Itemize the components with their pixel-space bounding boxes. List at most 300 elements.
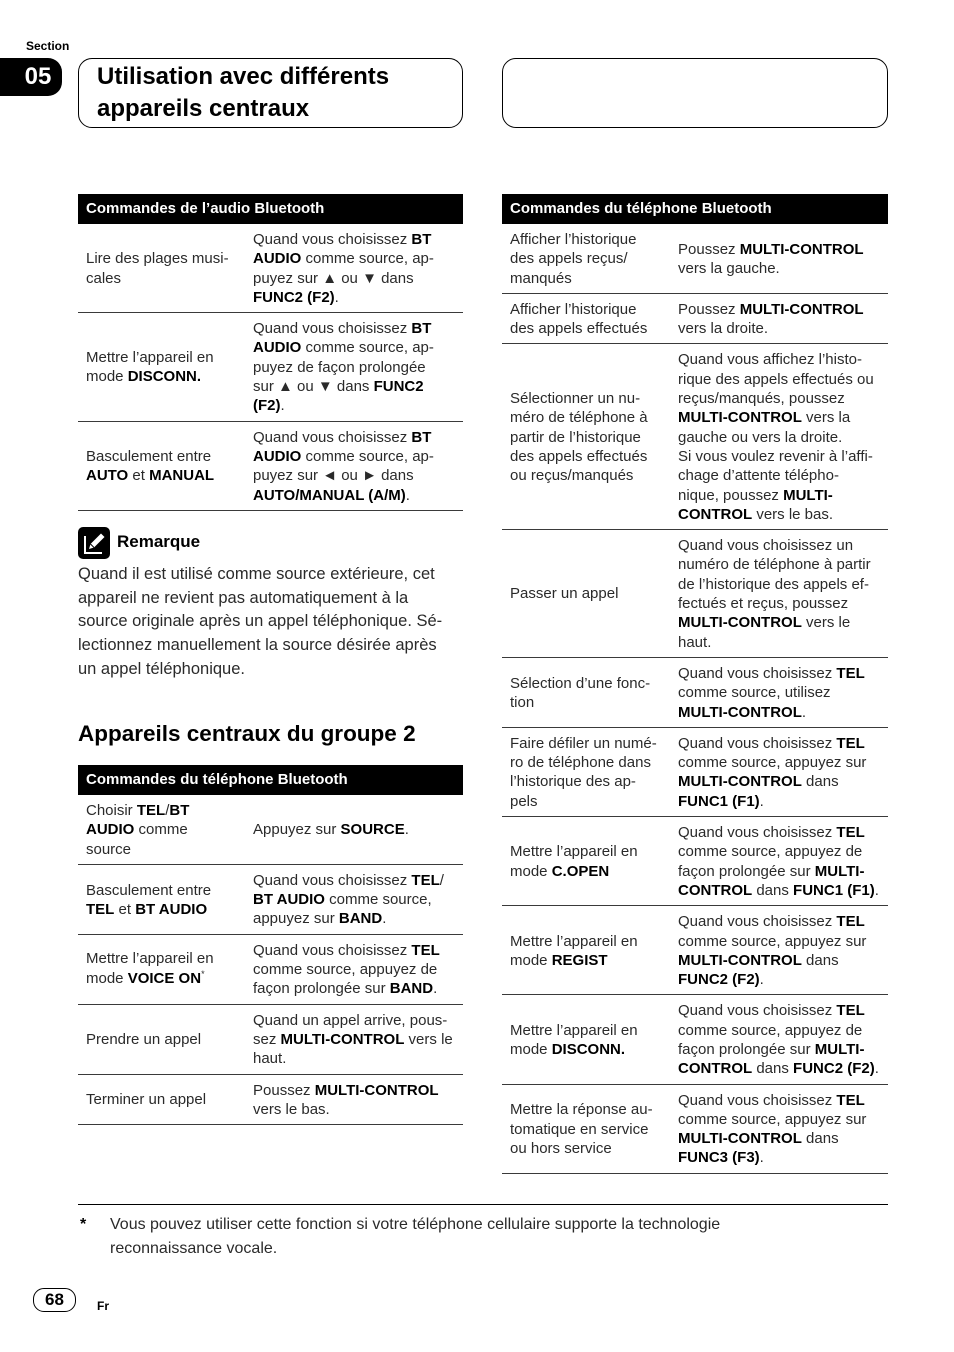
text-run: Quand vous choisissez (678, 664, 837, 682)
bold-term: AUTO (86, 467, 129, 485)
text-run: vers le (404, 1030, 453, 1048)
bold-term: TEL (86, 900, 115, 918)
footnote-line: Vous pouvez utiliser cette fonction si votre téléphone cellulaire supporte la technologie (110, 1216, 721, 1233)
bold-term: AUDIO (253, 339, 302, 357)
table-row (502, 530, 888, 658)
cell-line (86, 881, 237, 900)
operation-cell (670, 906, 888, 994)
note-label: Remarque (117, 532, 201, 551)
cell-line (678, 1129, 880, 1148)
bold-term: MULTI-CONTROL (314, 1081, 439, 1099)
cell-line (510, 447, 662, 466)
cell-line (510, 428, 662, 447)
function-cell (78, 422, 245, 510)
bold-term: MULTI-CONTROL (678, 773, 802, 791)
text-run: Mettre l’appareil en (510, 932, 638, 950)
text-run: manqués (510, 269, 572, 287)
operation-cell (670, 658, 888, 727)
cell-line (678, 505, 880, 524)
bold-term: BAND (389, 980, 434, 998)
cell-line (678, 613, 880, 632)
text-run: Quand vous affichez l’histo- (678, 351, 862, 369)
footnote-marker: * (80, 1216, 87, 1233)
cell-line (678, 703, 880, 722)
cell-line (678, 912, 880, 931)
cell-line (678, 932, 880, 951)
cell-line (253, 319, 455, 338)
text-run: Poussez (253, 1081, 315, 1099)
text-run: Mettre l’appareil en (510, 843, 638, 861)
text-run: Quand vous choisissez (678, 734, 837, 752)
cell-line (86, 447, 237, 466)
text-run: Lire des plages musi- (86, 250, 229, 268)
text-run: fectués et reçus, poussez (678, 595, 849, 613)
bold-term: BT (169, 802, 190, 819)
section-number-badge: 05 (0, 58, 62, 96)
table-header: Commandes du téléphone Bluetooth (78, 765, 463, 795)
table-row (502, 728, 888, 817)
cell-line (678, 428, 880, 447)
cell-line (678, 842, 880, 861)
cell-line (510, 792, 662, 811)
text-run: ou hors service (510, 1139, 612, 1157)
text-run: Mettre la réponse au- (510, 1101, 653, 1119)
text-run: façon prolongée sur (678, 1040, 815, 1058)
text-run: appuyez sur (253, 910, 339, 928)
bold-term: DISCONN. (127, 368, 202, 386)
function-cell (502, 1085, 670, 1173)
bold-term: FUNC3 (F3) (678, 1149, 760, 1167)
text-run: Quand vous choisissez (253, 941, 412, 959)
bold-term: FUNC1 (F1) (793, 881, 875, 899)
text-run: ro de téléphone dans (510, 754, 651, 772)
text-run: comme source, utilisez (678, 684, 831, 702)
text-run: sez (253, 1030, 281, 1048)
cell-line (510, 932, 662, 951)
cell-line (678, 536, 880, 555)
text-run: vers le bas. (752, 505, 834, 523)
cell-line (510, 249, 662, 268)
cell-line (253, 288, 455, 307)
text-run: comme source, appuyez de (678, 843, 863, 861)
function-cell (78, 865, 245, 934)
table-row (78, 313, 463, 421)
cell-line (253, 377, 455, 396)
bold-term: MULTI-CONTROL (280, 1030, 405, 1048)
function-cell (502, 995, 670, 1083)
bold-term: AUDIO (86, 821, 135, 839)
text-run: Basculement entre (86, 447, 212, 465)
table-row (502, 224, 888, 294)
cell-line (678, 881, 880, 900)
operation-cell (670, 224, 888, 293)
text-run: . (404, 821, 409, 839)
cell-line (678, 734, 880, 753)
text-run: comme source, appuyez sur (678, 1110, 867, 1128)
pencil-icon (78, 527, 110, 559)
text-run: Quand un appel arrive, pous- (253, 1011, 448, 1029)
operation-cell (245, 865, 463, 934)
note-line: lectionnez manuellement la source désirée après (78, 636, 437, 655)
text-run: vers la droite. (678, 320, 769, 338)
text-run: . (334, 288, 339, 306)
operation-cell (245, 313, 463, 420)
text-run: vers la (801, 409, 851, 427)
bold-term: MULTI-CONTROL (739, 300, 864, 318)
text-run: dans (801, 773, 839, 791)
operation-cell (670, 530, 888, 657)
text-run: des appels effectués (510, 447, 648, 465)
text-run: . (801, 703, 807, 721)
cell-line (678, 823, 880, 842)
cell-line (86, 820, 237, 839)
text-run: puyez de façon prolongée (253, 358, 426, 376)
cell-line (678, 486, 880, 505)
text-run: Appuyez sur (253, 821, 341, 839)
text-run: l’historique des ap- (510, 773, 636, 791)
footnote-text (110, 1213, 720, 1260)
text-run: . (759, 1149, 764, 1167)
text-run: mode (510, 862, 552, 880)
text-run: puyez sur ▲ ou ▼ dans (253, 269, 414, 287)
page-title-line: Utilisation avec différents (97, 63, 390, 90)
bold-term: MULTI-CONTROL (678, 1130, 802, 1148)
bold-term: BT AUDIO (253, 891, 325, 909)
cell-line (253, 1081, 455, 1100)
cell-line (678, 1059, 880, 1078)
bold-term: BAND (338, 910, 383, 928)
page-number: 68 (33, 1288, 76, 1312)
cell-line (253, 428, 455, 447)
bold-term: C.OPEN (551, 862, 610, 880)
text-run: Basculement entre (86, 881, 212, 899)
table-body (78, 795, 463, 1125)
cell-line (678, 862, 880, 881)
cell-line (678, 594, 880, 613)
cell-line (253, 1011, 455, 1030)
cell-line (510, 753, 662, 772)
cell-line (86, 348, 237, 367)
cell-line (86, 466, 237, 485)
function-cell (78, 313, 245, 420)
text-run: comme source, ap- (301, 250, 434, 268)
text-run: comme source, ap- (301, 339, 434, 357)
phone-bluetooth-commands-table (502, 194, 888, 1174)
text-run: comme (134, 821, 188, 839)
cell-line (253, 269, 455, 288)
note-text (78, 563, 442, 682)
text-run: des appels effectués (510, 320, 648, 338)
audio-bluetooth-commands-table (78, 194, 463, 511)
page-title (78, 58, 463, 128)
text-run: Si vous voulez revenir à l’affi- (678, 447, 873, 465)
text-run: dans (801, 1130, 839, 1148)
text-run: Poussez (678, 300, 740, 318)
bold-term: BT (411, 320, 432, 338)
cell-line (678, 555, 880, 574)
bold-term: TEL (836, 913, 865, 931)
cell-line (678, 319, 880, 338)
text-run: dans (752, 1060, 794, 1078)
operation-cell (245, 935, 463, 1004)
cell-line (86, 1090, 237, 1109)
cell-line (86, 269, 237, 288)
cell-line (86, 900, 237, 919)
text-run: Faire défiler un numé- (510, 734, 657, 752)
operation-cell (245, 224, 463, 312)
operation-cell (670, 294, 888, 344)
table-header: Commandes du téléphone Bluetooth (502, 194, 888, 224)
text-run: . (433, 980, 438, 998)
note-line: un appel téléphonique. (78, 659, 245, 678)
text-run: Afficher l’historique (510, 300, 637, 318)
cell-line (510, 300, 662, 319)
cell-line (510, 408, 662, 427)
cell-line (253, 820, 455, 839)
bold-term: MULTI-CONTROL (678, 614, 802, 632)
function-cell (502, 906, 670, 994)
text-run: des appels reçus/ (510, 250, 628, 268)
cell-line (678, 389, 880, 408)
text-run: chage d’attente télépho- (678, 467, 839, 485)
text-run: cales (86, 269, 122, 287)
text-run: et (114, 900, 136, 918)
bold-term: TEL (836, 664, 865, 682)
operation-cell (245, 422, 463, 510)
bold-term: BT (411, 231, 432, 248)
cell-line (678, 772, 880, 791)
text-run: Quand vous choisissez un (678, 537, 854, 555)
text-run: vers la gauche. (678, 259, 780, 277)
cell-line (253, 941, 455, 960)
bold-term: VOICE ON (127, 969, 202, 987)
text-run: tion (510, 693, 535, 711)
bold-term: (F2) (253, 397, 281, 415)
function-cell (502, 728, 670, 816)
cell-line (510, 269, 662, 288)
text-run: Poussez (678, 240, 740, 258)
cell-line (253, 486, 455, 505)
cell-line (86, 249, 237, 268)
bold-term: TEL (411, 941, 440, 959)
bold-term: AUTO/MANUAL (A/M) (253, 486, 406, 504)
cell-line (678, 753, 880, 772)
table-row (78, 224, 463, 313)
text-run: reçus/manqués, poussez (678, 390, 845, 408)
text-run: vers le bas. (253, 1100, 330, 1118)
table-row (502, 294, 888, 345)
cell-line (678, 240, 880, 259)
text-run: Quand vous choisissez (253, 871, 412, 889)
cell-line (510, 951, 662, 970)
cell-line (510, 842, 662, 861)
text-run: dans (801, 951, 839, 969)
cell-line (678, 447, 880, 466)
operation-cell (245, 795, 463, 864)
language-label: Fr (97, 1299, 109, 1313)
cell-line (510, 230, 662, 249)
operation-cell (670, 1085, 888, 1173)
text-run: gauche ou vers la droite. (678, 428, 843, 446)
note-line: Quand il est utilisé comme source extérieure, cet (78, 565, 435, 583)
cell-line (678, 1091, 880, 1110)
text-run: de l’historique des appels ef- (678, 575, 869, 593)
text-run: . (874, 1060, 879, 1078)
operation-cell (245, 1005, 463, 1074)
bold-term: BT AUDIO (135, 900, 208, 918)
table-row (502, 658, 888, 728)
function-cell (502, 530, 670, 657)
table-row (502, 995, 888, 1084)
bold-term: TEL (836, 824, 865, 842)
text-run: Quand vous choisissez (678, 1091, 837, 1109)
cell-line (253, 979, 455, 998)
text-run: mode (510, 951, 552, 969)
cell-line (253, 396, 455, 415)
text-run: . (759, 971, 764, 989)
section-heading: Appareils centraux du groupe 2 (78, 721, 416, 746)
cell-line (678, 575, 880, 594)
bold-term: FUNC1 (F1) (678, 792, 760, 810)
bold-term: MULTI- (783, 486, 833, 504)
bold-term: MULTI-CONTROL (678, 409, 802, 427)
cell-line (253, 249, 455, 268)
text-run: Mettre l’appareil en (510, 1021, 638, 1039)
cell-line (510, 1021, 662, 1040)
cell-line (678, 300, 880, 319)
text-run: Quand vous choisissez (678, 913, 837, 931)
cell-line (86, 949, 237, 968)
cell-line (86, 801, 237, 820)
footnote-divider (78, 1204, 888, 1205)
text-run: et (128, 467, 150, 485)
text-run: méro de téléphone à (510, 409, 648, 427)
function-cell (78, 935, 245, 1004)
text-run: nique, poussez (678, 486, 784, 504)
text-run: . (874, 881, 879, 899)
text-run: comme source, appuyez de (678, 1021, 863, 1039)
bold-term: MULTI-CONTROL (739, 240, 864, 258)
cell-line (678, 370, 880, 389)
table-body (502, 224, 888, 1174)
cell-line (510, 466, 662, 485)
text-run: puyez sur ◄ ou ► dans (253, 467, 414, 485)
text-run: Quand vous choisissez (253, 428, 412, 446)
function-cell (502, 294, 670, 344)
header-blank-box (502, 58, 888, 128)
footnote-line: reconnaissance vocale. (110, 1239, 278, 1257)
cell-line (678, 792, 880, 811)
text-run: Mettre l’appareil en (86, 950, 214, 968)
cell-line (510, 1139, 662, 1158)
cell-line (678, 466, 880, 485)
function-cell (502, 344, 670, 529)
cell-line (510, 693, 662, 712)
table-row (78, 795, 463, 865)
text-run: comme source, appuyez sur (678, 754, 867, 772)
text-run: mode (86, 368, 128, 386)
bold-term: TEL (136, 802, 166, 819)
text-run: Mettre l’appareil en (86, 349, 214, 367)
text-run: / (165, 802, 170, 819)
cell-line (510, 584, 662, 603)
text-run: façon prolongée sur (678, 862, 815, 880)
text-run: Choisir (86, 802, 137, 819)
text-run: Quand vous choisissez (678, 824, 837, 842)
cell-line (253, 338, 455, 357)
cell-line (253, 466, 455, 485)
table-row (502, 817, 888, 906)
text-run: haut. (253, 1050, 287, 1068)
text-run: dans (752, 881, 794, 899)
bold-term: TEL (836, 1091, 865, 1109)
text-run: source (86, 840, 132, 858)
section-label: Section (26, 39, 70, 53)
text-run: ou reçus/manqués (510, 467, 634, 485)
text-run: mode (86, 969, 128, 987)
bold-term: REGIST (551, 951, 608, 969)
operation-cell (245, 1075, 463, 1125)
bold-term: FUNC2 (F2) (253, 288, 335, 306)
bold-term: DISCONN. (551, 1040, 626, 1058)
text-run: Terminer un appel (86, 1091, 207, 1109)
cell-line (510, 734, 662, 753)
text-run: Quand vous choisissez (253, 320, 412, 338)
bold-term: MULTI- (814, 1040, 865, 1058)
text-run: . (405, 486, 410, 504)
text-run: Sélection d’une fonc- (510, 674, 651, 692)
cell-line (253, 358, 455, 377)
text-run: façon prolongée sur (253, 980, 390, 998)
bold-term: AUDIO (253, 250, 302, 268)
text-run: comme source, appuyez sur (678, 932, 867, 950)
bold-term: MANUAL (149, 467, 215, 485)
text-run: partir de l’historique (510, 428, 641, 446)
cell-line (253, 1049, 455, 1068)
function-cell (78, 795, 245, 864)
cell-line (253, 890, 455, 909)
cell-line (510, 1120, 662, 1139)
cell-line (253, 871, 455, 890)
bold-term: FUNC2 (F2) (793, 1060, 875, 1078)
bold-term: FUNC2 (373, 378, 424, 396)
text-run: / (439, 871, 444, 889)
cell-line (253, 447, 455, 466)
cell-line (86, 969, 237, 990)
text-run: mode (510, 1040, 552, 1058)
cell-line (510, 772, 662, 791)
cell-line (678, 1110, 880, 1129)
cell-line (678, 633, 880, 652)
cell-line (678, 408, 880, 427)
footnote-marker: * (201, 968, 205, 979)
table-row (502, 344, 888, 530)
note-line: appareil ne revient pas automatiquement à la (78, 588, 409, 607)
cell-line (510, 1100, 662, 1119)
table-row (78, 422, 463, 511)
table-row (78, 865, 463, 935)
function-cell (78, 1005, 245, 1074)
function-cell (502, 224, 670, 293)
bold-term: CONTROL (678, 881, 753, 899)
text-run: . (382, 910, 387, 928)
text-run: rique des appels effectués ou (678, 370, 874, 388)
cell-line (678, 259, 880, 278)
cell-line (678, 1001, 880, 1020)
page-title-line: appareils centraux (97, 95, 310, 122)
cell-line (86, 1030, 237, 1049)
cell-line (510, 319, 662, 338)
